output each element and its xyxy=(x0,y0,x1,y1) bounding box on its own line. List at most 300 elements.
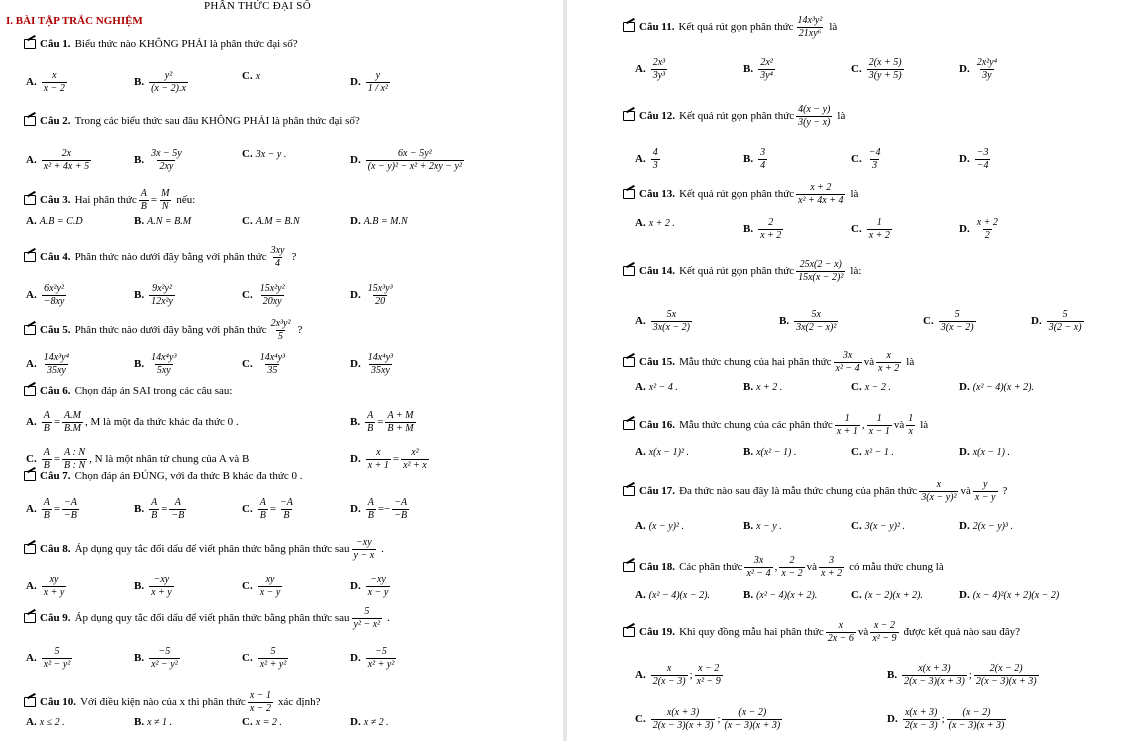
question-text: Phân thức nào dưới đây bằng với phân thức xyxy=(74,251,267,263)
question-fraction-b-numerator: x − 2 xyxy=(873,620,895,631)
option-label: D. xyxy=(959,446,970,458)
option-fraction-second-numerator: (x − 2) xyxy=(962,707,991,718)
option-right-fraction xyxy=(385,410,415,434)
option-b[interactable] xyxy=(887,663,1041,687)
question-fraction-b-denominator: N xyxy=(161,200,169,212)
question-text: Kết quả rút gọn phân thức xyxy=(678,21,794,33)
question-fraction-a-numerator: x + 2 xyxy=(810,182,832,193)
option-fraction-numerator: 5x xyxy=(811,309,821,320)
option-b[interactable] xyxy=(134,646,182,670)
option-fraction xyxy=(651,147,660,171)
option-fraction xyxy=(758,57,775,81)
option-c[interactable] xyxy=(851,589,923,601)
question-text: Mẫu thức chung của các phân thức xyxy=(679,419,833,431)
option-b[interactable] xyxy=(134,70,190,94)
option-fraction-numerator: 2x²y⁴ xyxy=(976,57,998,68)
option-right-fraction xyxy=(62,410,83,434)
question-text: Kết quả rút gọn phân thức xyxy=(679,265,795,277)
option-d[interactable] xyxy=(1031,309,1086,333)
question-fraction-a-numerator: x xyxy=(838,620,844,631)
option-a[interactable] xyxy=(26,283,68,307)
option-fraction-numerator: 6x − 5y² xyxy=(398,148,432,159)
option-right-fraction-numerator: A.M xyxy=(64,410,81,421)
question-number: Câu 3. xyxy=(40,194,71,206)
option-label: A. xyxy=(635,589,646,601)
question-tail: . xyxy=(387,612,390,624)
option-fraction-first-denominator: 2(x − 3) xyxy=(904,719,938,731)
question-fraction-a xyxy=(835,413,860,437)
option-label: A. xyxy=(26,154,37,166)
option-a[interactable] xyxy=(635,663,725,687)
option-a[interactable] xyxy=(26,646,74,670)
option-label: C. xyxy=(242,652,253,664)
question-q11 xyxy=(623,15,837,39)
option-right-fraction-denominator: −B xyxy=(64,509,77,521)
option-c[interactable] xyxy=(26,447,249,471)
option-fraction-second-numerator: 2(x − 2) xyxy=(989,663,1023,674)
question-fraction-a-denominator: y − x xyxy=(353,549,375,561)
option-fraction-numerator: −5 xyxy=(158,646,171,657)
option-label: C. xyxy=(242,215,253,227)
option-a[interactable] xyxy=(635,147,662,171)
question-fraction-b xyxy=(870,620,898,644)
option-c[interactable] xyxy=(242,646,290,670)
option-label: A. xyxy=(26,716,37,728)
option-d[interactable] xyxy=(350,352,397,376)
option-b[interactable] xyxy=(134,283,177,307)
option-fraction-first-numerator: x(x + 3) xyxy=(666,707,700,718)
option-fraction-numerator: 2x³ xyxy=(652,57,666,68)
option-fraction-numerator: 14x³y⁴ xyxy=(43,352,70,363)
question-number: Câu 1. xyxy=(40,38,71,50)
option-fraction xyxy=(42,283,67,307)
option-fraction-denominator: (x − y)² − x² + 2xy − y² xyxy=(367,160,462,172)
option-c[interactable] xyxy=(242,283,289,307)
option-label: D. xyxy=(350,580,361,592)
option-a[interactable] xyxy=(635,381,678,393)
question-q9 xyxy=(24,606,390,630)
option-fraction-numerator: −4 xyxy=(868,147,881,158)
option-fraction-numerator: 14x⁴y³ xyxy=(367,352,394,363)
option-fraction-numerator: 2(x + 5) xyxy=(868,57,902,68)
option-fraction xyxy=(149,148,184,172)
option-b[interactable] xyxy=(134,716,172,728)
option-right-fraction xyxy=(392,497,409,521)
conjunction: và xyxy=(863,356,875,368)
option-c[interactable] xyxy=(851,147,884,171)
option-label: D. xyxy=(350,215,361,227)
question-fraction-a xyxy=(139,188,149,212)
option-a[interactable] xyxy=(635,589,710,601)
option-fraction-numerator: 14x⁴y³ xyxy=(259,352,286,363)
option-fraction-first-denominator: 2(x − 3)(x + 3) xyxy=(652,719,714,731)
equals-sign: = xyxy=(53,503,61,515)
option-a[interactable] xyxy=(635,309,694,333)
option-fraction-numerator: 5 xyxy=(954,309,960,320)
option-label: A. xyxy=(26,416,37,428)
option-fraction-denominator: (x − 2).x xyxy=(151,82,186,94)
option-fraction-denominator: 3 xyxy=(872,159,878,171)
option-a[interactable] xyxy=(635,217,675,229)
separator: ; xyxy=(689,669,693,681)
question-fraction-a-denominator: x − 2 xyxy=(249,702,271,714)
option-left-fraction xyxy=(149,497,159,521)
option-label: B. xyxy=(743,223,754,235)
option-label: A. xyxy=(26,289,37,301)
option-expression: 3x − y . xyxy=(255,148,287,160)
option-fraction-numerator: −xy xyxy=(153,574,170,585)
question-fraction-a-denominator: x + 1 xyxy=(836,425,858,437)
option-expression: A.B = C.D xyxy=(39,215,83,227)
option-note: , N là một nhân tử chung của A và B xyxy=(89,453,250,465)
question-tail: ? xyxy=(1002,485,1008,497)
question-fraction-a-numerator: A xyxy=(140,188,147,199)
option-right-fraction-numerator: x² xyxy=(411,447,419,458)
option-d[interactable] xyxy=(959,446,1010,458)
option-a[interactable] xyxy=(26,352,73,376)
equals-sign: = xyxy=(53,416,61,428)
option-c[interactable] xyxy=(242,574,284,598)
option-fraction xyxy=(42,352,71,376)
option-fraction-denominator: 35 xyxy=(267,364,278,376)
question-number: Câu 13. xyxy=(639,188,676,200)
option-fraction-denominator: 3y⁴ xyxy=(760,69,774,81)
option-expression: x xyxy=(255,70,261,82)
option-c[interactable] xyxy=(851,381,891,393)
option-expression: x(x² − 1) . xyxy=(756,446,797,458)
question-q7 xyxy=(24,470,302,482)
option-b[interactable] xyxy=(134,148,186,172)
option-label: C. xyxy=(242,358,253,370)
option-b[interactable] xyxy=(350,410,418,434)
option-fraction xyxy=(42,646,73,670)
option-fraction-second-denominator: (x − 3)(x + 3) xyxy=(724,719,781,731)
option-label: B. xyxy=(134,289,145,301)
question-tail: có mẫu thức chung là xyxy=(849,561,944,573)
question-fraction-a-numerator: x xyxy=(936,479,942,490)
option-right-fraction-numerator: −A xyxy=(64,497,77,508)
question-tail: nếu: xyxy=(176,194,196,206)
option-label: B. xyxy=(743,446,754,458)
option-fraction xyxy=(867,57,904,81)
option-label: D. xyxy=(350,652,361,664)
question-fraction-a-denominator: 3(x − y)² xyxy=(921,491,957,503)
option-d[interactable] xyxy=(959,217,1002,241)
option-label: B. xyxy=(134,154,145,166)
question-fraction-b xyxy=(973,479,998,503)
option-expression: x ≠ 1 . xyxy=(147,716,173,728)
question-fraction-a xyxy=(352,606,383,630)
question-fraction-a xyxy=(919,479,958,503)
question-text: Chọn đáp án ĐÚNG, với đa thức B khác đa thức 0 . xyxy=(74,470,303,482)
option-b[interactable] xyxy=(743,520,782,532)
pencil-icon xyxy=(623,266,635,276)
option-fraction-numerator: 6x²y² xyxy=(44,283,64,294)
question-fraction-a-denominator: 15x(x − 2)² xyxy=(798,271,844,283)
option-d[interactable] xyxy=(350,148,466,172)
minus-sign: − xyxy=(384,503,391,515)
option-label: D. xyxy=(887,713,898,725)
question-number: Câu 18. xyxy=(639,561,676,573)
option-fraction-second-numerator: (x − 2) xyxy=(738,707,767,718)
option-note: , M là một đa thức khác đa thức 0 . xyxy=(84,416,239,428)
option-left-fraction-numerator: A xyxy=(43,497,50,508)
question-fraction-c-denominator: x + 2 xyxy=(820,567,843,579)
option-b[interactable] xyxy=(134,352,180,376)
option-a[interactable] xyxy=(26,148,93,172)
option-label: D. xyxy=(350,503,361,515)
option-b[interactable] xyxy=(743,217,785,241)
option-fraction-denominator: 20 xyxy=(375,295,386,307)
option-fraction-denominator: 3(x − 2) xyxy=(940,321,974,333)
option-a[interactable] xyxy=(26,215,83,227)
option-fraction-denominator: −4 xyxy=(976,159,989,171)
option-d[interactable] xyxy=(350,70,392,94)
option-c[interactable] xyxy=(242,148,286,160)
question-number: Câu 7. xyxy=(40,470,71,482)
question-text: Với điều kiện nào của x thì phân thức xyxy=(80,696,246,708)
pencil-icon xyxy=(24,613,36,623)
option-left-fraction-numerator: A xyxy=(43,410,50,421)
option-c[interactable] xyxy=(851,57,906,81)
pencil-icon xyxy=(623,22,635,32)
option-d[interactable] xyxy=(350,574,392,598)
option-fraction xyxy=(42,70,67,94)
option-fraction-denominator: x − 2 xyxy=(43,82,65,94)
option-fraction-numerator: −5 xyxy=(375,646,387,657)
question-fraction-b xyxy=(159,188,171,212)
option-a[interactable] xyxy=(26,574,68,598)
option-a[interactable] xyxy=(26,716,65,728)
option-fraction-numerator: 1 xyxy=(876,217,882,228)
option-d[interactable] xyxy=(350,215,408,227)
option-right-fraction-denominator: B.M xyxy=(64,422,81,434)
option-expression: x − y . xyxy=(756,520,782,532)
question-fraction-a xyxy=(269,318,293,342)
option-d[interactable] xyxy=(350,447,431,471)
option-c[interactable] xyxy=(851,520,905,532)
option-fraction-numerator: 3 xyxy=(760,147,766,158)
option-d[interactable] xyxy=(959,520,1013,532)
option-d[interactable] xyxy=(887,707,1008,731)
question-q16: Câu 16. Mẫu thức chung của các phân thức $\frac{1}{x + 1}$ , $\frac{1}{x - 1}$ và $\frac{1}{x}$ là xyxy=(623,413,928,437)
option-fraction xyxy=(651,57,667,81)
option-a[interactable] xyxy=(635,57,669,81)
conjunction: và xyxy=(893,419,905,431)
option-fraction-numerator: 5 xyxy=(54,646,60,657)
option-label: B. xyxy=(779,315,790,327)
option-label: B. xyxy=(134,215,145,227)
option-fraction-first-numerator: x(x + 3) xyxy=(904,707,938,718)
option-fraction-denominator: 2 xyxy=(984,229,990,241)
option-fraction-denominator: x + 2 xyxy=(868,229,890,241)
question-fraction-a-numerator: 3x xyxy=(842,350,853,361)
option-label: A. xyxy=(26,652,37,664)
option-fraction-denominator: x − y xyxy=(259,586,281,598)
option-b[interactable] xyxy=(743,147,769,171)
option-right-fraction-numerator: −A xyxy=(394,497,408,508)
pencil-icon xyxy=(24,39,36,49)
option-b[interactable] xyxy=(743,381,782,393)
question-fraction-a-numerator: 4(x − y) xyxy=(798,104,831,115)
separator: ; xyxy=(717,713,721,725)
option-left-fraction xyxy=(366,447,391,471)
option-right-fraction-numerator: A xyxy=(174,497,181,508)
question-text: Các phân thức xyxy=(679,561,743,573)
question-number: Câu 2. xyxy=(40,115,71,127)
option-fraction xyxy=(975,147,991,171)
option-right-fraction xyxy=(62,497,79,521)
question-fraction-b-denominator: x² − 9 xyxy=(872,632,897,644)
option-a[interactable] xyxy=(26,497,81,521)
option-fraction-numerator: 2 xyxy=(768,217,774,228)
option-fraction-numerator: 5 xyxy=(270,646,276,657)
question-fraction-c-denominator: x xyxy=(908,425,913,437)
question-tail: . xyxy=(381,543,384,555)
question-q3 xyxy=(24,188,195,212)
question-text: Khi quy đồng mẫu hai phân thức xyxy=(679,626,824,638)
option-b[interactable] xyxy=(779,309,840,333)
option-c[interactable] xyxy=(242,497,297,521)
option-c[interactable] xyxy=(851,446,894,458)
question-fraction-a-numerator: 25x(2 − x) xyxy=(799,259,842,270)
question-tail: là xyxy=(906,356,915,368)
option-fraction-numerator: 3x − 5y xyxy=(151,148,182,159)
question-fraction-b-numerator: x xyxy=(886,350,891,361)
question-q15 xyxy=(623,350,914,374)
question-fraction-b xyxy=(867,413,892,437)
option-label: D. xyxy=(1031,315,1042,327)
option-expression: A.M = B.N xyxy=(255,215,300,227)
pencil-icon xyxy=(24,386,36,396)
option-a[interactable] xyxy=(635,520,684,532)
question-fraction-a-denominator: 21xy⁶ xyxy=(798,27,822,39)
option-b[interactable] xyxy=(134,497,188,521)
option-c[interactable] xyxy=(851,217,894,241)
question-q12 xyxy=(623,104,845,128)
option-right-fraction-denominator: B xyxy=(283,509,290,521)
question-fraction-b-denominator: x − 2 xyxy=(781,567,803,579)
question-fraction-b-denominator: x + 2 xyxy=(878,362,900,374)
question-text: Hai phân thức xyxy=(74,194,137,206)
option-expression: x = 2 . xyxy=(255,716,282,728)
option-fraction-denominator: 2xy xyxy=(159,160,174,172)
option-fraction-second xyxy=(947,707,1007,731)
option-b[interactable] xyxy=(743,589,817,601)
pencil-icon xyxy=(623,189,635,199)
option-label: B. xyxy=(743,589,754,601)
option-fraction xyxy=(149,574,174,598)
option-label: C. xyxy=(851,520,862,532)
option-label: D. xyxy=(350,76,361,88)
option-d[interactable] xyxy=(350,283,397,307)
option-label: C. xyxy=(851,381,862,393)
question-text: Áp dụng quy tắc đổi dấu để viết phân thức bằng phân thức sau xyxy=(74,543,350,555)
option-d[interactable] xyxy=(350,497,411,521)
conjunction: và xyxy=(857,626,869,638)
option-b[interactable] xyxy=(134,215,191,227)
option-left-fraction-denominator: B xyxy=(43,422,50,434)
question-tail: ? xyxy=(297,324,303,336)
option-c[interactable] xyxy=(242,70,260,82)
option-d[interactable] xyxy=(959,381,1034,393)
option-right-fraction xyxy=(62,447,87,471)
option-fraction-first xyxy=(903,707,940,731)
option-c[interactable] xyxy=(923,309,978,333)
option-c[interactable] xyxy=(635,707,784,731)
option-fraction-numerator: 9x²y² xyxy=(152,283,172,294)
option-c[interactable] xyxy=(242,352,289,376)
option-a[interactable] xyxy=(635,446,689,458)
section-title: I. BÀI TẬP TRẮC NGHIỆM xyxy=(6,15,143,27)
option-left-fraction xyxy=(42,447,52,471)
question-fraction-c-numerator: 3 xyxy=(829,555,835,566)
option-c[interactable] xyxy=(242,716,282,728)
option-d[interactable] xyxy=(959,147,992,171)
option-d[interactable] xyxy=(350,646,398,670)
option-left-fraction-numerator: A xyxy=(367,410,374,421)
option-label: A. xyxy=(635,315,646,327)
option-fraction-second-denominator: x² − 9 xyxy=(696,675,721,687)
option-fraction xyxy=(366,70,390,94)
option-label: B. xyxy=(887,669,898,681)
option-d[interactable] xyxy=(959,589,1059,601)
option-expression: 3(x − y)² . xyxy=(864,520,905,532)
option-c[interactable] xyxy=(242,215,300,227)
option-fraction-denominator: 4 xyxy=(760,159,766,171)
question-tail: là xyxy=(837,110,846,122)
separator: ; xyxy=(968,669,972,681)
option-right-fraction-numerator: A + M xyxy=(387,410,414,421)
question-q19 xyxy=(623,620,1020,644)
option-label: B. xyxy=(134,580,145,592)
option-a[interactable] xyxy=(26,70,69,94)
option-fraction-numerator: x + 2 xyxy=(976,217,998,228)
option-label: D. xyxy=(959,520,970,532)
option-label: B. xyxy=(350,416,361,428)
option-fraction-denominator: 1 / x² xyxy=(367,82,388,94)
option-fraction-numerator: y xyxy=(375,70,381,81)
question-number: Câu 9. xyxy=(40,612,71,624)
option-label: A. xyxy=(635,217,646,229)
option-a[interactable] xyxy=(26,410,239,434)
option-expression: 2(x − y)³ . xyxy=(972,520,1013,532)
option-d[interactable] xyxy=(350,716,389,728)
question-fraction-a-denominator: 5 xyxy=(278,330,284,342)
question-fraction-a xyxy=(796,104,832,128)
option-b[interactable] xyxy=(743,57,777,81)
pencil-icon xyxy=(623,420,635,430)
question-fraction-a-denominator: x² + 4x + 4 xyxy=(798,194,844,206)
option-expression: x + 2 . xyxy=(648,217,675,229)
option-label: D. xyxy=(959,589,970,601)
question-q18: Câu 18. Các phân thức $\frac{3x}{\text{x² − 4}}$ , $\frac{2}{x - 2}$ và $\frac{3}{x + 2}$ có mẫu thức chung là xyxy=(623,555,944,579)
option-left-fraction-denominator: B xyxy=(367,422,374,434)
question-fraction-a-numerator: 14x³y² xyxy=(797,15,823,26)
option-fraction xyxy=(366,646,397,670)
pencil-icon xyxy=(24,116,36,126)
page-left xyxy=(0,0,563,741)
question-fraction-a xyxy=(248,690,273,714)
option-right-fraction-denominator: B : N xyxy=(64,459,86,471)
question-fraction-c-numerator: 1 xyxy=(908,413,914,424)
option-d[interactable] xyxy=(959,57,1001,81)
option-b[interactable] xyxy=(134,574,176,598)
option-expression: (x² − 4)(x − 2). xyxy=(648,589,710,601)
option-expression: x − 2 . xyxy=(864,381,891,393)
option-b[interactable] xyxy=(743,446,796,458)
question-number: Câu 10. xyxy=(40,696,77,708)
